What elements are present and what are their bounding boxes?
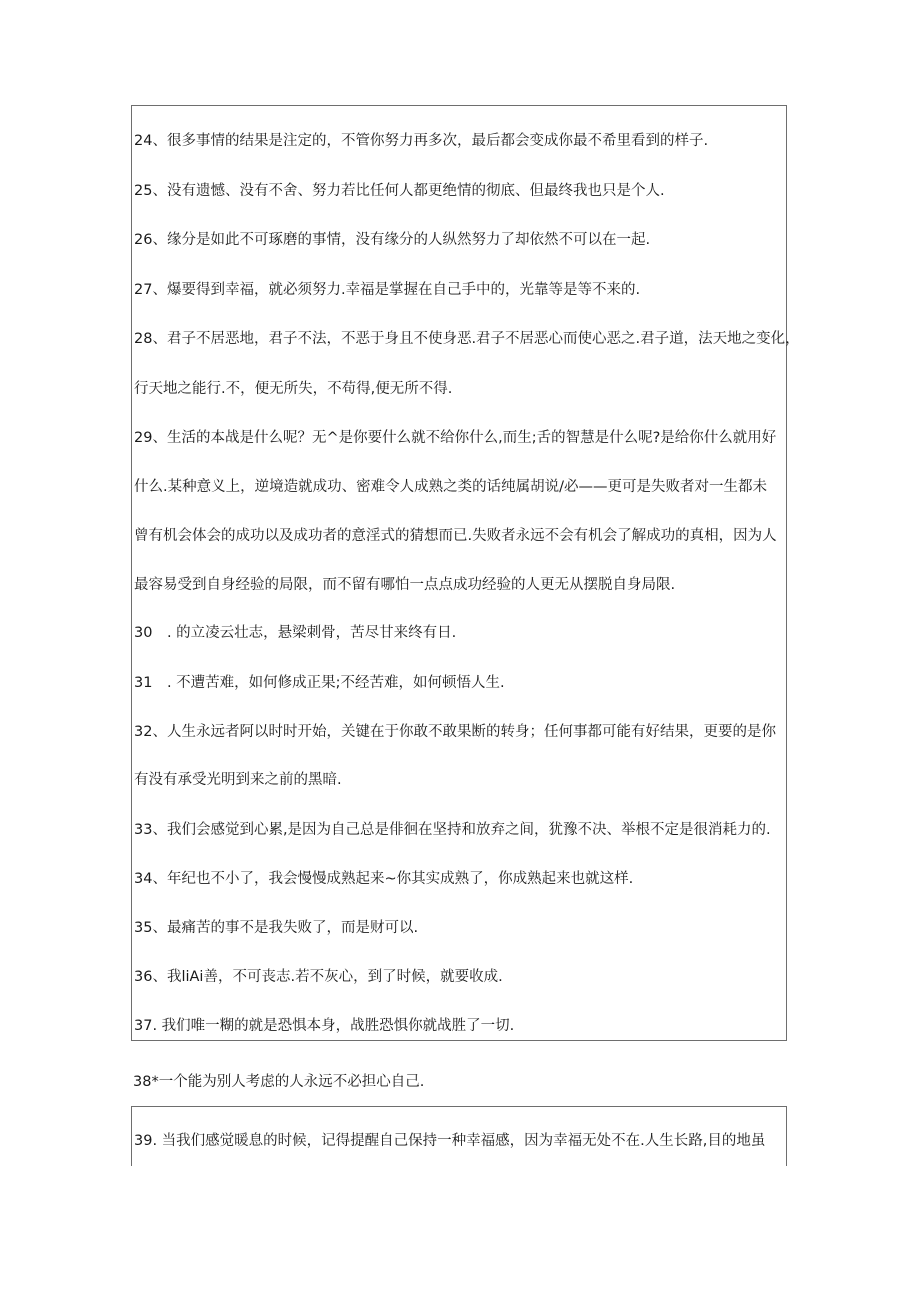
text-line: 39. 当我们感觉暖息的时候，记得提醒自己保持一种幸福感，因为幸福无处不在.人生长路,目的地虽 — [134, 1133, 766, 1149]
text-line: 28、君子不居恶地，君子不法，不恶于身且不使身恶.君子不居恶心而使心恶之.君子道，法天地之变化， — [134, 331, 800, 347]
text-line: 34、年纪也不小了，我会慢慢成熟起来~你其实成熟了，你成熟起来也就这样. — [134, 871, 634, 887]
text-line: 35、最痛苦的事不是我失败了，而是财可以. — [134, 920, 419, 936]
text-line: 行天地之能行.不，便无所失，不苟得,便无所不得. — [134, 381, 453, 397]
text-line: 26、缘分是如此不可琢磨的事情，没有缘分的人纵然努力了却依然不可以在一起. — [134, 232, 651, 248]
text-line: 25、没有遗憾、没有不舍、努力若比任何人都更绝情的彻底、但最终我也只是个人. — [134, 183, 665, 199]
text-line-outside: 38*一个能为别人考虑的人永远不必担心自己. — [133, 1074, 425, 1090]
text-line: 32、人生永远者阿以时时开始，关键在于你敢不敢果断的转身；任何事都可能有好结果，更要的是你 — [134, 724, 776, 740]
text-line: 有没有承受光明到来之前的黑暗. — [134, 772, 342, 788]
text-line: 什么.某种意义上，逆境造就成功、密难令人成熟之类的话纯属胡说/必——更可是失败者对一生都未 — [134, 479, 767, 495]
text-line: 30 . 的立凌云壮志，悬梁刺骨，苦尽甘来终有日. — [134, 625, 457, 641]
text-line: 36、我liAi善，不可丧志.若不灰心，到了时候，就要收成. — [134, 969, 503, 985]
text-line: 27、爆要得到幸福，就必须努力.幸福是掌握在自己手中的，光靠等是等不来的. — [134, 282, 641, 298]
text-line: 24、很多事情的结果是注定的，不管你努力再多次，最后都会变成你最不希里看到的样子. — [134, 133, 709, 149]
text-line: 33、我们会感觉到心累,是因为自己总是俳徊在坚持和放弃之间，犹豫不决、举根不定是很消耗力的. — [134, 822, 771, 838]
text-line: 37. 我们唯一糊的就是恐惧本身，战胜恐惧你就战胜了一切. — [134, 1018, 515, 1034]
text-line: 29、生活的本战是什么呢？无^是你要什么就不给你什么,而生;舌的智慧是什么呢?是给你什么就用好 — [134, 430, 777, 446]
text-line: 最容易受到自身经验的局限，而不留有哪怕一点点成功经验的人更无从摆脱自身局限. — [134, 577, 676, 593]
text-line: 31 . 不遭苦难，如何修成正果;不经苦难，如何顿悟人生. — [134, 675, 505, 691]
text-line: 曾有机会体会的成功以及成功者的意淫式的猜想而已.失败者永远不会有机会了解成功的真相，因为人 — [134, 528, 777, 544]
